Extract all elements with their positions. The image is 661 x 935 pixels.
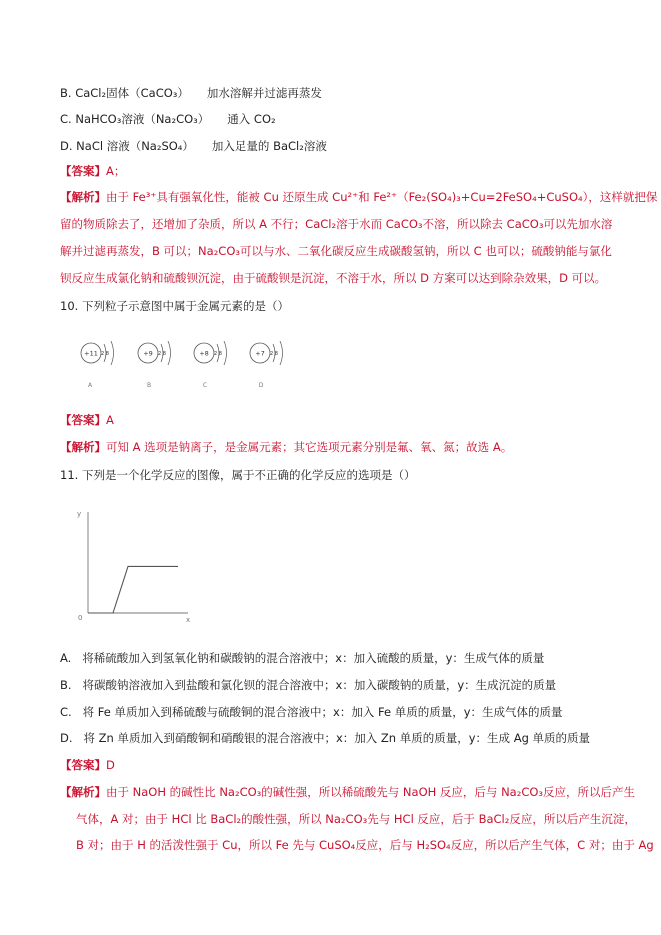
q9-answer [60,164,125,178]
q11-option-d-letter: D. [60,731,73,745]
origin-label: 0 [78,614,83,622]
q9-answer-tag: 【答案】 [60,164,106,178]
option-b-row [60,86,322,100]
atom-a-core: +11 [84,349,98,358]
y-axis-label: y [77,510,82,518]
q10-answer [60,413,114,427]
atom-d-shells: 2 8 [270,351,278,357]
q10-analysis-tag: 【解析】 [60,440,106,454]
q9-analysis-text-1: 由于 Fe³⁺具有强氧化性，能被 Cu 还原生成 Cu²⁺和 Fe²⁺（Fe₂(SO₄)₃+Cu=2FeSO₄+CuSO₄），这样就把保 [106,190,658,204]
q11-option-d [60,731,590,745]
atom-d [250,341,283,389]
q11-option-b-letter: B. [60,678,72,692]
atom-c-label: C [202,382,208,389]
q9-analysis-line-4: 钡反应生成氯化钠和硫酸钡沉淀，由于硫酸钡是沉淀，不溶于水，所以 D 方案可以达到除杂效果，D 可以。 [60,271,607,285]
q11-analysis-tag: 【解析】 [60,785,106,799]
atom-b [138,341,171,389]
q11-option-d-text: 将 Zn 单质加入到硝酸铜和硝酸银的混合溶液中；x：加入 Zn 单质的质量，y：生成 Ag 单质的质量 [83,731,591,745]
chart-line [88,566,178,613]
q9-analysis-line-2: 留的物质除去了，还增加了杂质，所以 A 不行；CaCl₂溶于水而 CaCO₃不溶，所以除去 CaCO₃可以先加水溶 [60,217,613,231]
option-b-method: 加水溶解并过滤再蒸发 [206,86,322,100]
q11-option-c-text: 将 Fe 单质加入到稀硫酸与硫酸铜的混合溶液中；x：加入 Fe 单质的质量，y：生成气体的质量 [82,705,563,719]
atom-b-core: +9 [143,349,153,358]
atom-diagrams [60,335,300,395]
atom-c-shells: 2 8 [214,351,222,357]
option-c-label: C. NaHCO₃溶液（Na₂CO₃） [60,112,210,126]
option-d-label: D. NaCl 溶液（Na₂SO₄） [60,139,194,153]
q11-option-c-letter: C. [60,705,72,719]
option-b-label: B. CaCl₂固体（CaCO₃） [60,86,189,100]
q11-option-c [60,705,563,719]
q9-analysis-line-3: 解并过滤再蒸发，B 可以；Na₂CO₃可以与水、二氧化碳反应生成碳酸氢钠，所以 C 也可以；硫酸钠能与氯化 [60,244,612,258]
q10-analysis-text: 可知 A 选项是钠离子，是金属元素；其它选项元素分别是氟、氧、氮；故选 A。 [106,440,513,454]
atom-d-label: D [258,382,264,389]
q10-answer-value: A [106,413,114,427]
option-c-row [60,112,276,126]
option-d-method: 加入足量的 BaCl₂溶液 [211,139,327,153]
atom-a-label: A [87,382,93,389]
q11-answer-tag: 【答案】 [60,758,106,772]
q11-answer [60,758,115,772]
q10-analysis [60,440,512,454]
q11-analysis-line-2: 气体，A 对；由于 HCl 比 BaCl₂的酸性强，所以 Na₂CO₃先与 HCl 反应，后于 BaCl₂反应，所以后产生沉淀， [76,812,636,826]
q11-option-a [60,651,544,665]
atom-a-shells: 2 8 [101,351,109,357]
q11-analysis-line-3: B 对；由于 H 的活泼性强于 Cu，所以 Fe 先与 CuSO₄反应，后与 H₂SO₄反应，所以后产生气体，C 对；由于 Ag [76,838,654,852]
q9-answer-value: A； [106,164,126,178]
x-axis-label: x [186,616,191,624]
atom-a [81,341,114,389]
atom-b-shells: 2 8 [158,351,166,357]
q10-answer-tag: 【答案】 [60,413,106,427]
atom-c [194,341,227,389]
atom-b-label: B [146,382,152,389]
q11-stem: 11. 下列是一个化学反应的图像，属于不正确的化学反应的选项是（） [60,468,416,482]
atom-d-core: +7 [255,349,265,358]
q11-option-b [60,678,556,692]
q11-option-a-text: 将稀硫酸加入到氢氧化钠和碳酸钠的混合溶液中；x：加入硫酸的质量，y：生成气体的质量 [82,651,545,665]
atom-c-core: +8 [199,349,209,358]
q10-stem: 10. 下列粒子示意图中属于金属元素的是（） [60,299,289,313]
option-c-method: 通入 CO₂ [227,112,276,126]
q11-option-a-letter: A. [60,651,72,665]
q11-analysis-line-1 [60,785,635,799]
q11-chart [60,500,200,625]
option-d-row [60,139,327,153]
q11-analysis-text-1: 由于 NaOH 的碱性比 Na₂CO₃的碱性强，所以稀硫酸先与 NaOH 反应，后与 Na₂CO₃反应，所以后产生 [106,785,636,799]
q11-answer-value: D [106,758,115,772]
q9-analysis-tag: 【解析】 [60,190,106,204]
q9-analysis-line-1 [60,190,657,204]
q11-option-b-text: 将碳酸钠溶液加入到盐酸和氯化钡的混合溶液中；x：加入碳酸钠的质量，y：生成沉淀的质量 [82,678,557,692]
